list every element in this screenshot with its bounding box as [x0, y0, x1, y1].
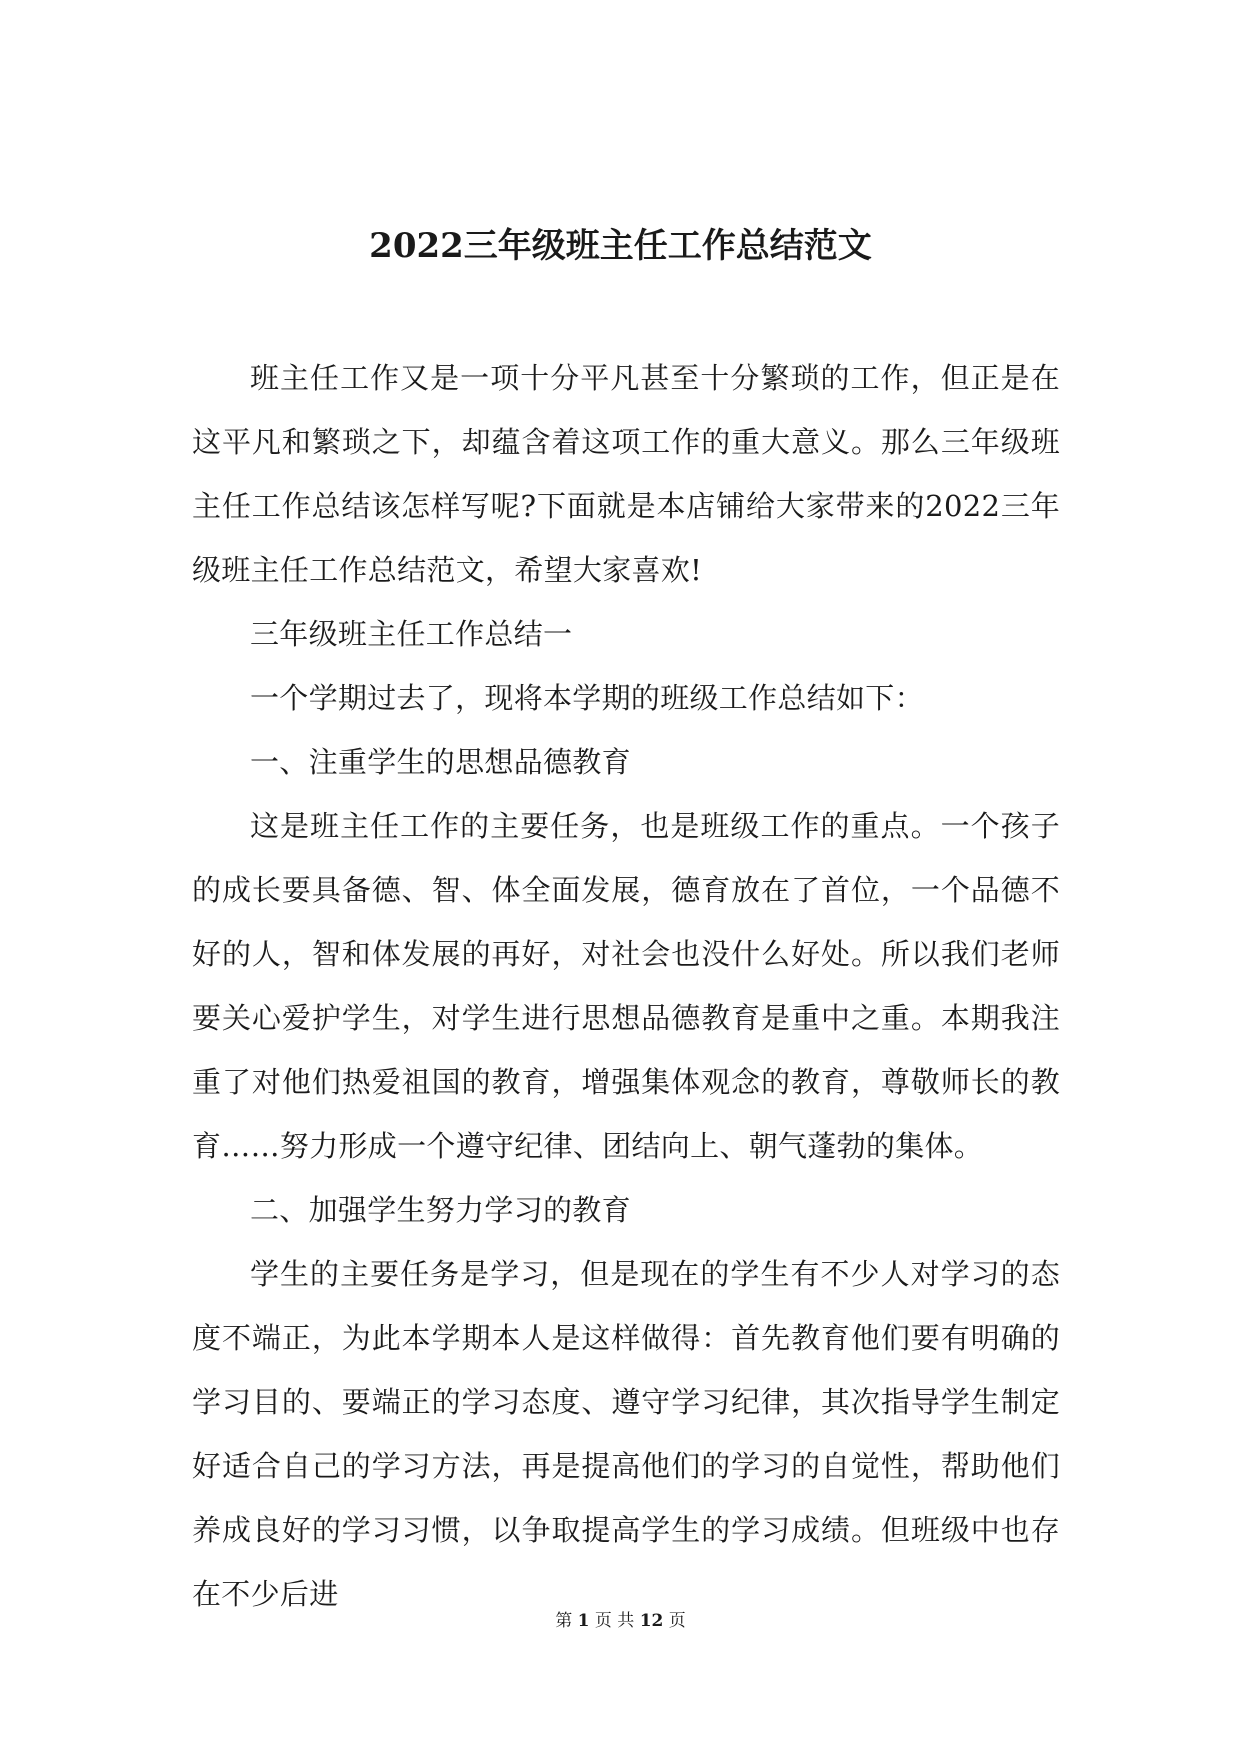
footer-middle: 页 共 — [594, 1611, 635, 1631]
subsection-heading: 一、注重学生的思想品德教育 — [250, 745, 631, 779]
page-footer — [0, 1610, 1241, 1632]
total-pages-number: 12 — [639, 1611, 664, 1631]
current-page-number: 1 — [577, 1611, 590, 1631]
subsection-heading: 二、加强学生努力学习的教育 — [250, 1193, 631, 1227]
section-heading: 三年级班主任工作总结一 — [250, 617, 573, 651]
document-body — [192, 346, 1060, 1626]
document-title: 2022三年级班主任工作总结范文 — [369, 226, 872, 266]
footer-prefix: 第 — [555, 1611, 573, 1631]
paragraph: 学生的主要任务是学习，但是现在的学生有不少人对学习的态度不端正，为此本学期本人是这样做得：首先教育他们要有明确的学习目的、要端正的学习态度、遵守学习纪律，其次指导学生制定好适合自己的学习方法，再是提高他们的学习的自觉性，帮助他们养成良好的学习习惯，以争取提高学生的学习成绩。但班级中也存在不少后进 — [192, 1257, 1060, 1611]
paragraph: 一个学期过去了，现将本学期的班级工作总结如下： — [250, 681, 924, 715]
paragraph-intro: 班主任工作又是一项十分平凡甚至十分繁琐的工作，但正是在这平凡和繁琐之下，却蕴含着这项工作的重大意义。那么三年级班主任工作总结该怎样写呢?下面就是本店铺给大家带来的2022三年级班主任工作总结范文，希望大家喜欢! — [192, 361, 1060, 587]
footer-suffix: 页 — [668, 1611, 686, 1631]
paragraph: 这是班主任工作的主要任务，也是班级工作的重点。一个孩子的成长要具备德、智、体全面发展，德育放在了首位，一个品德不好的人，智和体发展的再好，对社会也没什么好处。所以我们老师要关心爱护学生，对学生进行思想品德教育是重中之重。本期我注重了对他们热爱祖国的教育，增强集体观念的教育，尊敬师长的教育……努力形成一个遵守纪律、团结向上、朝气蓬勃的集体。 — [192, 809, 1060, 1163]
